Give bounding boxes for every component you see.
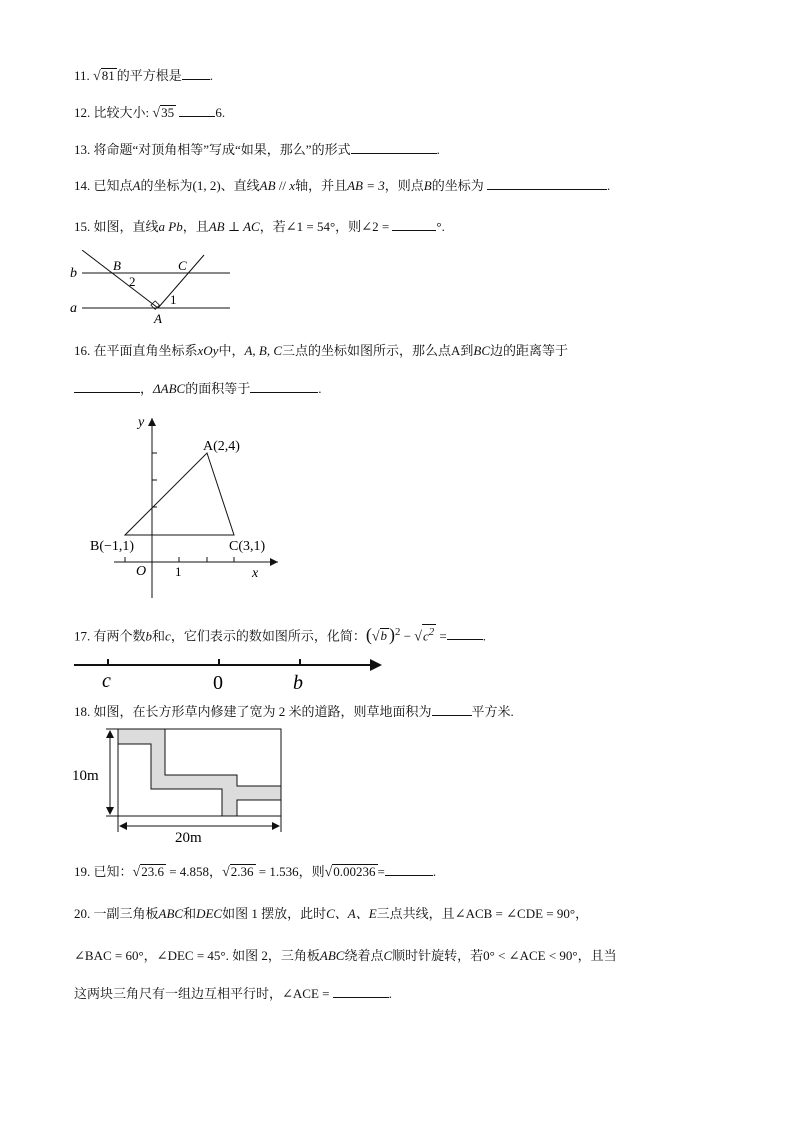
math: 0° < ∠ACE < 90° xyxy=(483,948,578,963)
tick-1-label: 1 xyxy=(175,564,182,579)
radicand-c: c xyxy=(422,628,429,644)
text: 三点的坐标如图所示，那么点A到 xyxy=(282,343,474,358)
road xyxy=(118,729,281,816)
question-text: 如图，在长方形草内修建了宽为 2 米的道路，则草地面积为 xyxy=(93,704,432,719)
radicand: 81 xyxy=(101,68,115,83)
radical-sign: √ xyxy=(414,629,422,645)
label-1: 1 xyxy=(170,292,177,307)
text: 如图 1 摆放，此时 xyxy=(222,906,327,921)
question-11 xyxy=(74,66,213,87)
text: 的面积等于 xyxy=(185,381,251,396)
text: 在平面直角坐标系 xyxy=(93,343,198,358)
radical-sign: √ xyxy=(132,865,141,880)
question-17 xyxy=(74,622,486,647)
math: x xyxy=(289,178,296,193)
text: ，若 xyxy=(259,219,286,234)
text: ， xyxy=(575,906,589,921)
math: = 4.858 xyxy=(169,864,210,879)
exponent: 2 xyxy=(395,626,401,638)
label-b: b xyxy=(70,266,77,281)
math: A xyxy=(132,178,141,193)
math: ∠2 = xyxy=(361,219,390,234)
radicand: 0.00236 xyxy=(333,864,376,879)
question-12 xyxy=(74,103,225,124)
axis-x-label: x xyxy=(252,566,259,581)
radicand xyxy=(422,624,436,643)
text: 和 xyxy=(152,628,166,644)
question-number: 11. xyxy=(74,68,90,83)
math: AB = 3 xyxy=(347,178,385,193)
answer-blank[interactable] xyxy=(182,67,210,80)
math: AB ⊥ AC xyxy=(208,219,260,234)
answer-blank[interactable] xyxy=(392,218,436,231)
text: 绕着点 xyxy=(344,948,384,963)
period: . xyxy=(606,178,611,193)
question-number: 18. xyxy=(74,704,91,719)
point-A-label: A(2,4) xyxy=(203,439,240,454)
period: . xyxy=(436,142,440,157)
text: 三点共线，且 xyxy=(376,906,455,921)
question-18 xyxy=(74,702,514,722)
text: 和 xyxy=(183,906,197,921)
label-B: B xyxy=(113,258,121,273)
text: ， xyxy=(140,381,154,396)
compare-value: 6. xyxy=(215,105,226,120)
axis-y-label: y xyxy=(138,415,145,430)
math: ∠ACE = xyxy=(282,986,330,1001)
answer-blank[interactable] xyxy=(179,104,215,117)
radical-sign: √ xyxy=(152,106,161,121)
math: ABC xyxy=(319,948,345,963)
question-15 xyxy=(74,217,445,237)
question-text: 的平方根是 xyxy=(116,68,182,83)
text: 已知： xyxy=(93,864,133,879)
text: 如图，直线 xyxy=(93,219,159,234)
question-number: 17. xyxy=(74,628,91,644)
question-14 xyxy=(74,176,610,196)
radicand: 35 xyxy=(161,105,175,120)
question-number: 15. xyxy=(74,219,91,234)
math: (1, 2) xyxy=(192,178,221,193)
text: 已知点 xyxy=(93,178,133,193)
radical-sign: √ xyxy=(371,629,380,645)
label-C: C xyxy=(178,258,187,273)
period: °. xyxy=(436,219,445,234)
text: ，则 xyxy=(298,864,325,879)
question-20-line3 xyxy=(74,984,392,1004)
triangle-abc xyxy=(125,453,234,535)
period: . xyxy=(388,986,392,1001)
period: . xyxy=(209,68,213,83)
point-B-label: B(−1,1) xyxy=(90,539,135,554)
question-13 xyxy=(74,140,440,160)
question-number: 14. xyxy=(74,178,91,193)
math: C、A、E xyxy=(326,906,377,921)
text: ，且当 xyxy=(577,948,617,963)
question-number: 12. xyxy=(74,105,91,120)
text: ，则点 xyxy=(384,178,424,193)
question-16-line2 xyxy=(74,379,321,399)
text: ， xyxy=(143,948,157,963)
text: 有两个数 xyxy=(93,628,146,644)
point-c-label: c xyxy=(102,670,111,692)
text: 的坐标为 xyxy=(431,178,484,193)
math: DEC xyxy=(196,906,223,921)
question-number: 16. xyxy=(74,343,91,358)
unit: 平方米. xyxy=(471,704,514,719)
math: ΔABC xyxy=(153,381,186,396)
math: ∠DEC = 45° xyxy=(156,948,226,963)
text: 边的距离等于 xyxy=(490,343,569,358)
text: . 如图 2，三角板 xyxy=(225,948,320,963)
q15-figure xyxy=(66,250,236,326)
math: B xyxy=(423,178,432,193)
text: 、直线 xyxy=(220,178,260,193)
answer-blank[interactable] xyxy=(385,863,433,876)
math: = xyxy=(377,864,385,879)
point-C-label: C(3,1) xyxy=(229,539,266,554)
question-text: 比较大小: xyxy=(93,105,150,120)
math: = 1.536 xyxy=(258,864,299,879)
radical-sign: √ xyxy=(324,865,333,880)
question-text: 将命题“对顶角相等”写成“如果，那么”的形式 xyxy=(93,142,351,157)
period: . xyxy=(318,381,322,396)
text: ，且 xyxy=(182,219,209,234)
width-label: 20m xyxy=(175,830,202,846)
math: A, B, C xyxy=(244,343,283,358)
math: ∠1 = 54° xyxy=(285,219,336,234)
text: ，它们表示的数如图所示，化简： xyxy=(170,628,366,644)
math: = xyxy=(439,628,447,644)
text: 中， xyxy=(218,343,245,358)
paren-open: ( xyxy=(365,624,372,645)
question-16 xyxy=(74,341,568,361)
radical-sign: √ xyxy=(93,69,101,84)
period: . xyxy=(482,628,487,644)
exponent: 2 xyxy=(428,626,435,638)
question-19 xyxy=(74,862,436,883)
origin-label: O xyxy=(136,564,147,579)
answer-blank[interactable] xyxy=(432,703,472,716)
math: ABC xyxy=(158,906,184,921)
label-a: a xyxy=(70,301,77,316)
math: AB xyxy=(259,178,276,193)
q18-figure xyxy=(70,724,290,846)
radicand: b xyxy=(380,628,388,644)
math: b xyxy=(145,628,153,644)
period: . xyxy=(432,864,437,879)
text: ， xyxy=(209,864,223,879)
question-number: 13. xyxy=(74,142,91,157)
question-20-line2 xyxy=(74,946,617,966)
text: 这两块三角尺有一组边互相平行时， xyxy=(74,986,283,1001)
text: 的坐标为 xyxy=(140,178,193,193)
math: − xyxy=(403,628,412,644)
point-b-label: b xyxy=(293,672,303,694)
math: a Pb xyxy=(158,219,183,234)
answer-blank[interactable] xyxy=(351,141,437,154)
answer-blank[interactable] xyxy=(487,177,607,190)
radical-sign: √ xyxy=(222,865,230,880)
text: 一副三角板 xyxy=(93,906,159,921)
answer-blank[interactable] xyxy=(447,627,483,640)
question-number: 19. xyxy=(74,864,91,879)
text: 顺时针旋转，若 xyxy=(392,948,484,963)
math: BC xyxy=(473,343,491,358)
math: // xyxy=(278,178,287,193)
question-20 xyxy=(74,904,588,924)
math: ∠BAC = 60° xyxy=(74,948,144,963)
paren-close: ) xyxy=(389,624,396,645)
height-label: 10m xyxy=(72,768,99,784)
q17-number-line xyxy=(70,654,390,694)
math: xOy xyxy=(197,343,219,358)
label-2: 2 xyxy=(129,274,136,289)
answer-blank[interactable] xyxy=(333,985,389,998)
math: c xyxy=(165,628,171,644)
radicand: 2.36 xyxy=(230,864,254,879)
math: C xyxy=(383,948,393,963)
text: 轴，并且 xyxy=(295,178,348,193)
zero-label: 0 xyxy=(213,672,223,694)
answer-blank-area[interactable] xyxy=(250,380,318,393)
q16-coordinate-figure xyxy=(86,412,286,604)
label-A: A xyxy=(154,311,162,326)
text: ，则 xyxy=(335,219,362,234)
question-number: 20. xyxy=(74,906,91,921)
answer-blank-distance[interactable] xyxy=(74,380,140,393)
radicand: 23.6 xyxy=(141,864,164,879)
math: ∠ACB = ∠CDE = 90° xyxy=(454,906,576,921)
